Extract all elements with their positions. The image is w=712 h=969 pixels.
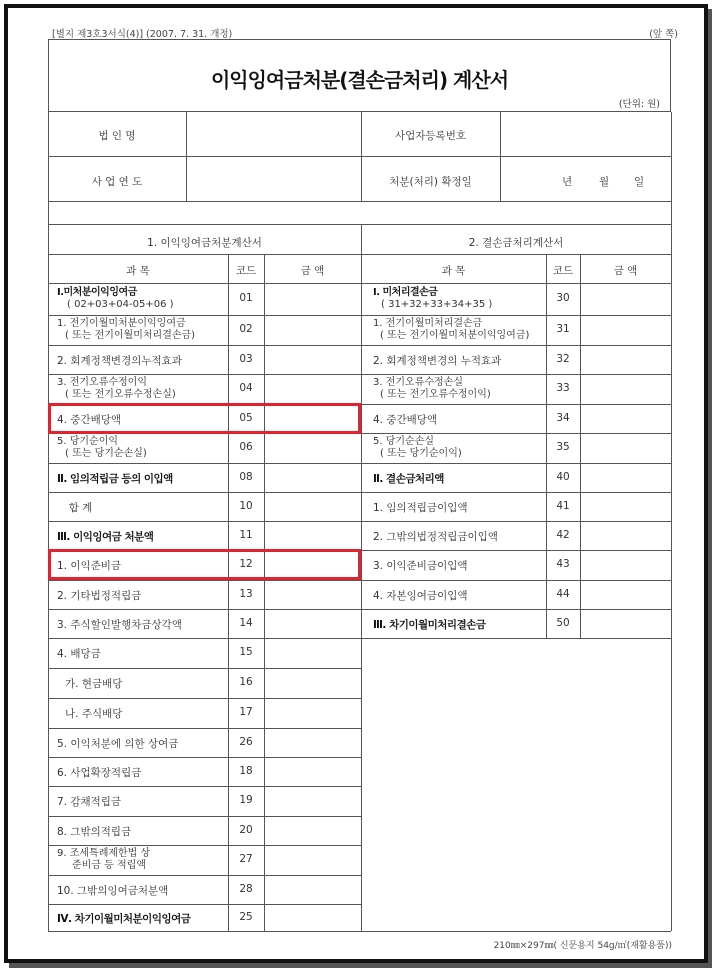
left-row-code: 01 <box>239 292 253 304</box>
left-row-code: 20 <box>239 823 253 836</box>
title-box <box>48 39 671 112</box>
right-row-subject: 2. 회계정책변경의 누적효과 <box>373 354 502 367</box>
heading-line <box>48 254 671 255</box>
right-row-subject: 1. 임의적립금이입액 <box>373 501 468 514</box>
date-day-label: 일 <box>634 176 645 188</box>
left-row-subject: Ⅰ.미처분이익잉여금 <box>57 287 137 298</box>
left-row-subject: 2. 회계정책변경의누적효과 <box>57 354 182 367</box>
left-row-code: 06 <box>239 441 253 453</box>
left-row-subject: 10. 그밖의잉여금처분액 <box>57 884 169 897</box>
right-row-subject-note: ( 또는 당기순이익) <box>380 448 462 459</box>
right-row-line <box>361 492 671 493</box>
right-row-code: 33 <box>556 382 570 394</box>
left-row-subject: 7. 감채적립금 <box>57 796 122 808</box>
right-row-code: 40 <box>556 470 570 483</box>
left-row-code: 25 <box>239 910 253 923</box>
left-row-line <box>48 638 361 639</box>
right-row-subject: Ⅲ. 차기이월미처리결손금 <box>373 618 486 631</box>
left-row-code: 17 <box>239 706 253 718</box>
right-row-code: 41 <box>556 499 570 512</box>
biz-reg-label: 사업자등록번호 <box>394 130 466 142</box>
left-row-subject: 9. 조세특례제한법 상 <box>57 848 151 859</box>
left-row-code: 16 <box>239 676 253 688</box>
confirm-date-label: 처분(처리) 확정일 <box>389 176 472 188</box>
left-col-subject: 과 목 <box>126 265 150 277</box>
section-line <box>48 224 671 225</box>
left-row-subject-note: ( 또는 전기이월미처리결손금) <box>65 330 196 341</box>
left-col-code: 코드 <box>235 265 257 277</box>
left-row-line <box>48 668 361 669</box>
left-row-subject: 1. 전기이월미처분이익잉여금 <box>57 318 186 329</box>
right-row-code: 30 <box>556 292 570 304</box>
left-row-code: 02 <box>239 323 253 335</box>
left-row-line <box>48 845 361 846</box>
right-row-code: 32 <box>556 352 570 365</box>
left-row-subject: Ⅲ. 이익잉여금 처분액 <box>57 530 154 543</box>
highlight-legal-reserve <box>48 549 361 580</box>
left-row-code: 26 <box>239 735 253 748</box>
left-row-subject-note: 준비금 등 적립액 <box>72 860 146 871</box>
right-row-subject: 5. 당기순손실 <box>373 436 435 447</box>
left-row-line <box>48 757 361 758</box>
left-row-subject: 1. 이익준비금 <box>57 560 122 572</box>
right-col-subject: 과 목 <box>441 265 466 277</box>
table-right-border <box>671 112 672 931</box>
right-row-line <box>361 638 671 639</box>
left-row-line <box>48 728 361 729</box>
left-row-subject-note: ( 02+03+04-05+06 ) <box>67 299 174 310</box>
right-row-subject: 4. 자본잉여금이입액 <box>373 589 468 602</box>
left-row-code: 19 <box>239 794 253 806</box>
left-row-subject: 나. 주식배당 <box>65 708 123 720</box>
left-row-subject: 4. 중간배당액 <box>57 413 122 426</box>
left-row-subject: 3. 전기오류수정이익 <box>57 377 147 388</box>
left-row-line <box>48 463 361 464</box>
right-row-subject: 1. 전기이월미처리결손금 <box>373 318 483 329</box>
left-row-line <box>48 521 361 522</box>
right-row-code: 44 <box>556 587 570 600</box>
colhead-line <box>48 283 671 284</box>
left-col-amount: 금 액 <box>300 265 325 277</box>
right-row-line <box>361 345 671 346</box>
page-side: (앞 쪽) <box>649 29 678 40</box>
left-row-subject: 5. 당기순이익 <box>57 436 119 447</box>
left-row-code: 11 <box>239 528 253 541</box>
paper-spec: 210㎜×297㎜( 신문용지 54g/㎡(재활용품)) <box>493 941 672 951</box>
left-row-subject: 3. 주식할인발행차금상각액 <box>57 618 182 631</box>
left-amount-col <box>264 254 265 931</box>
right-row-subject: Ⅰ. 미처리결손금 <box>373 287 438 298</box>
left-row-subject: Ⅳ. 차기이월미처분이익잉여금 <box>57 912 191 925</box>
left-row-line <box>48 698 361 699</box>
left-row-code: 10 <box>239 499 253 512</box>
left-row-code: 12 <box>239 558 253 570</box>
right-row-subject: 2. 그밖의법정적립금이입액 <box>373 530 498 543</box>
left-row-line <box>48 580 361 581</box>
right-row-subject: 3. 전기오류수정손실 <box>373 377 463 388</box>
right-row-line <box>361 374 671 375</box>
left-row-line <box>48 492 361 493</box>
document-title: 이익잉여금처분(결손금처리) 계산서 <box>210 68 509 92</box>
left-row-code: 18 <box>239 764 253 777</box>
left-heading: 1. 이익잉여금처분계산서 <box>147 237 262 249</box>
left-row-subject: 합 계 <box>68 501 93 514</box>
left-row-code: 28 <box>239 882 253 895</box>
left-row-line <box>48 786 361 787</box>
date-month-label: 월 <box>599 176 610 188</box>
right-row-subject-note: ( 또는 전기오류수정이익) <box>380 389 491 400</box>
right-row-code: 35 <box>556 441 570 453</box>
left-row-subject: 2. 기타법정적립금 <box>57 589 142 602</box>
right-row-code: 50 <box>556 616 570 629</box>
right-row-subject: 4. 중간배당액 <box>373 413 438 426</box>
right-row-line <box>361 463 671 464</box>
left-row-subject: 8. 그밖의적립금 <box>57 825 132 838</box>
right-row-code: 34 <box>556 411 570 424</box>
left-row-subject-note: ( 또는 당기순손실) <box>65 448 147 459</box>
left-row-line <box>48 315 361 316</box>
right-row-line <box>361 404 671 405</box>
info-col-line <box>500 112 501 201</box>
highlight-interim-dividend <box>48 403 361 434</box>
right-row-line <box>361 521 671 522</box>
left-row-subject: 4. 배당금 <box>57 648 101 660</box>
right-col-code: 코드 <box>552 265 574 277</box>
left-row-code: 03 <box>239 352 253 365</box>
left-row-code: 05 <box>239 411 253 424</box>
right-row-code: 31 <box>556 323 570 335</box>
right-row-line <box>361 609 671 610</box>
left-row-subject: Ⅱ. 임의적립금 등의 이입액 <box>57 472 173 485</box>
unit-label: (단위: 원) <box>618 99 660 110</box>
left-row-line <box>48 904 361 905</box>
left-row-subject: 6. 사업확장적립금 <box>57 766 142 779</box>
right-row-code: 43 <box>556 558 570 570</box>
right-heading: 2. 결손금처리계산서 <box>468 237 564 249</box>
corp-name-label: 법 인 명 <box>98 130 136 142</box>
left-row-line <box>48 875 361 876</box>
right-row-line <box>361 315 671 316</box>
date-year-label: 년 <box>562 176 573 188</box>
section-divider <box>361 224 362 931</box>
left-row-subject: 가. 현금배당 <box>65 678 123 690</box>
right-row-code: 42 <box>556 528 570 541</box>
table-bottom-border <box>48 931 671 932</box>
left-row-subject: 5. 이익처분에 의한 상여금 <box>57 737 179 750</box>
right-row-line <box>361 433 671 434</box>
info-row-line <box>48 156 671 157</box>
left-row-code: 13 <box>239 587 253 600</box>
info-row-line <box>48 201 671 202</box>
left-row-line <box>48 609 361 610</box>
left-row-code: 14 <box>239 616 253 629</box>
left-row-code: 04 <box>239 382 253 394</box>
right-row-subject: 3. 이익준비금이입액 <box>373 560 468 572</box>
left-row-line <box>48 816 361 817</box>
left-row-line <box>48 345 361 346</box>
left-row-code: 08 <box>239 470 253 483</box>
left-row-code: 27 <box>239 853 253 865</box>
right-row-subject: Ⅱ. 결손금처리액 <box>373 472 444 485</box>
right-row-line <box>361 580 671 581</box>
right-row-line <box>361 550 671 551</box>
right-row-subject-note: ( 또는 전기이월미처분이익잉여금) <box>380 330 530 341</box>
right-row-subject-note: ( 31+32+33+34+35 ) <box>381 299 493 310</box>
left-row-subject-note: ( 또는 전기오류수정손실) <box>65 389 176 400</box>
left-row-code: 15 <box>239 646 253 658</box>
left-row-line <box>48 374 361 375</box>
fiscal-year-label: 사 업 연 도 <box>91 176 143 188</box>
right-col-amount: 금 액 <box>613 265 638 277</box>
form-number: [별지 제3호3서식(4)] (2007. 7. 31. 개정) <box>52 29 233 40</box>
info-col-line <box>186 112 187 201</box>
